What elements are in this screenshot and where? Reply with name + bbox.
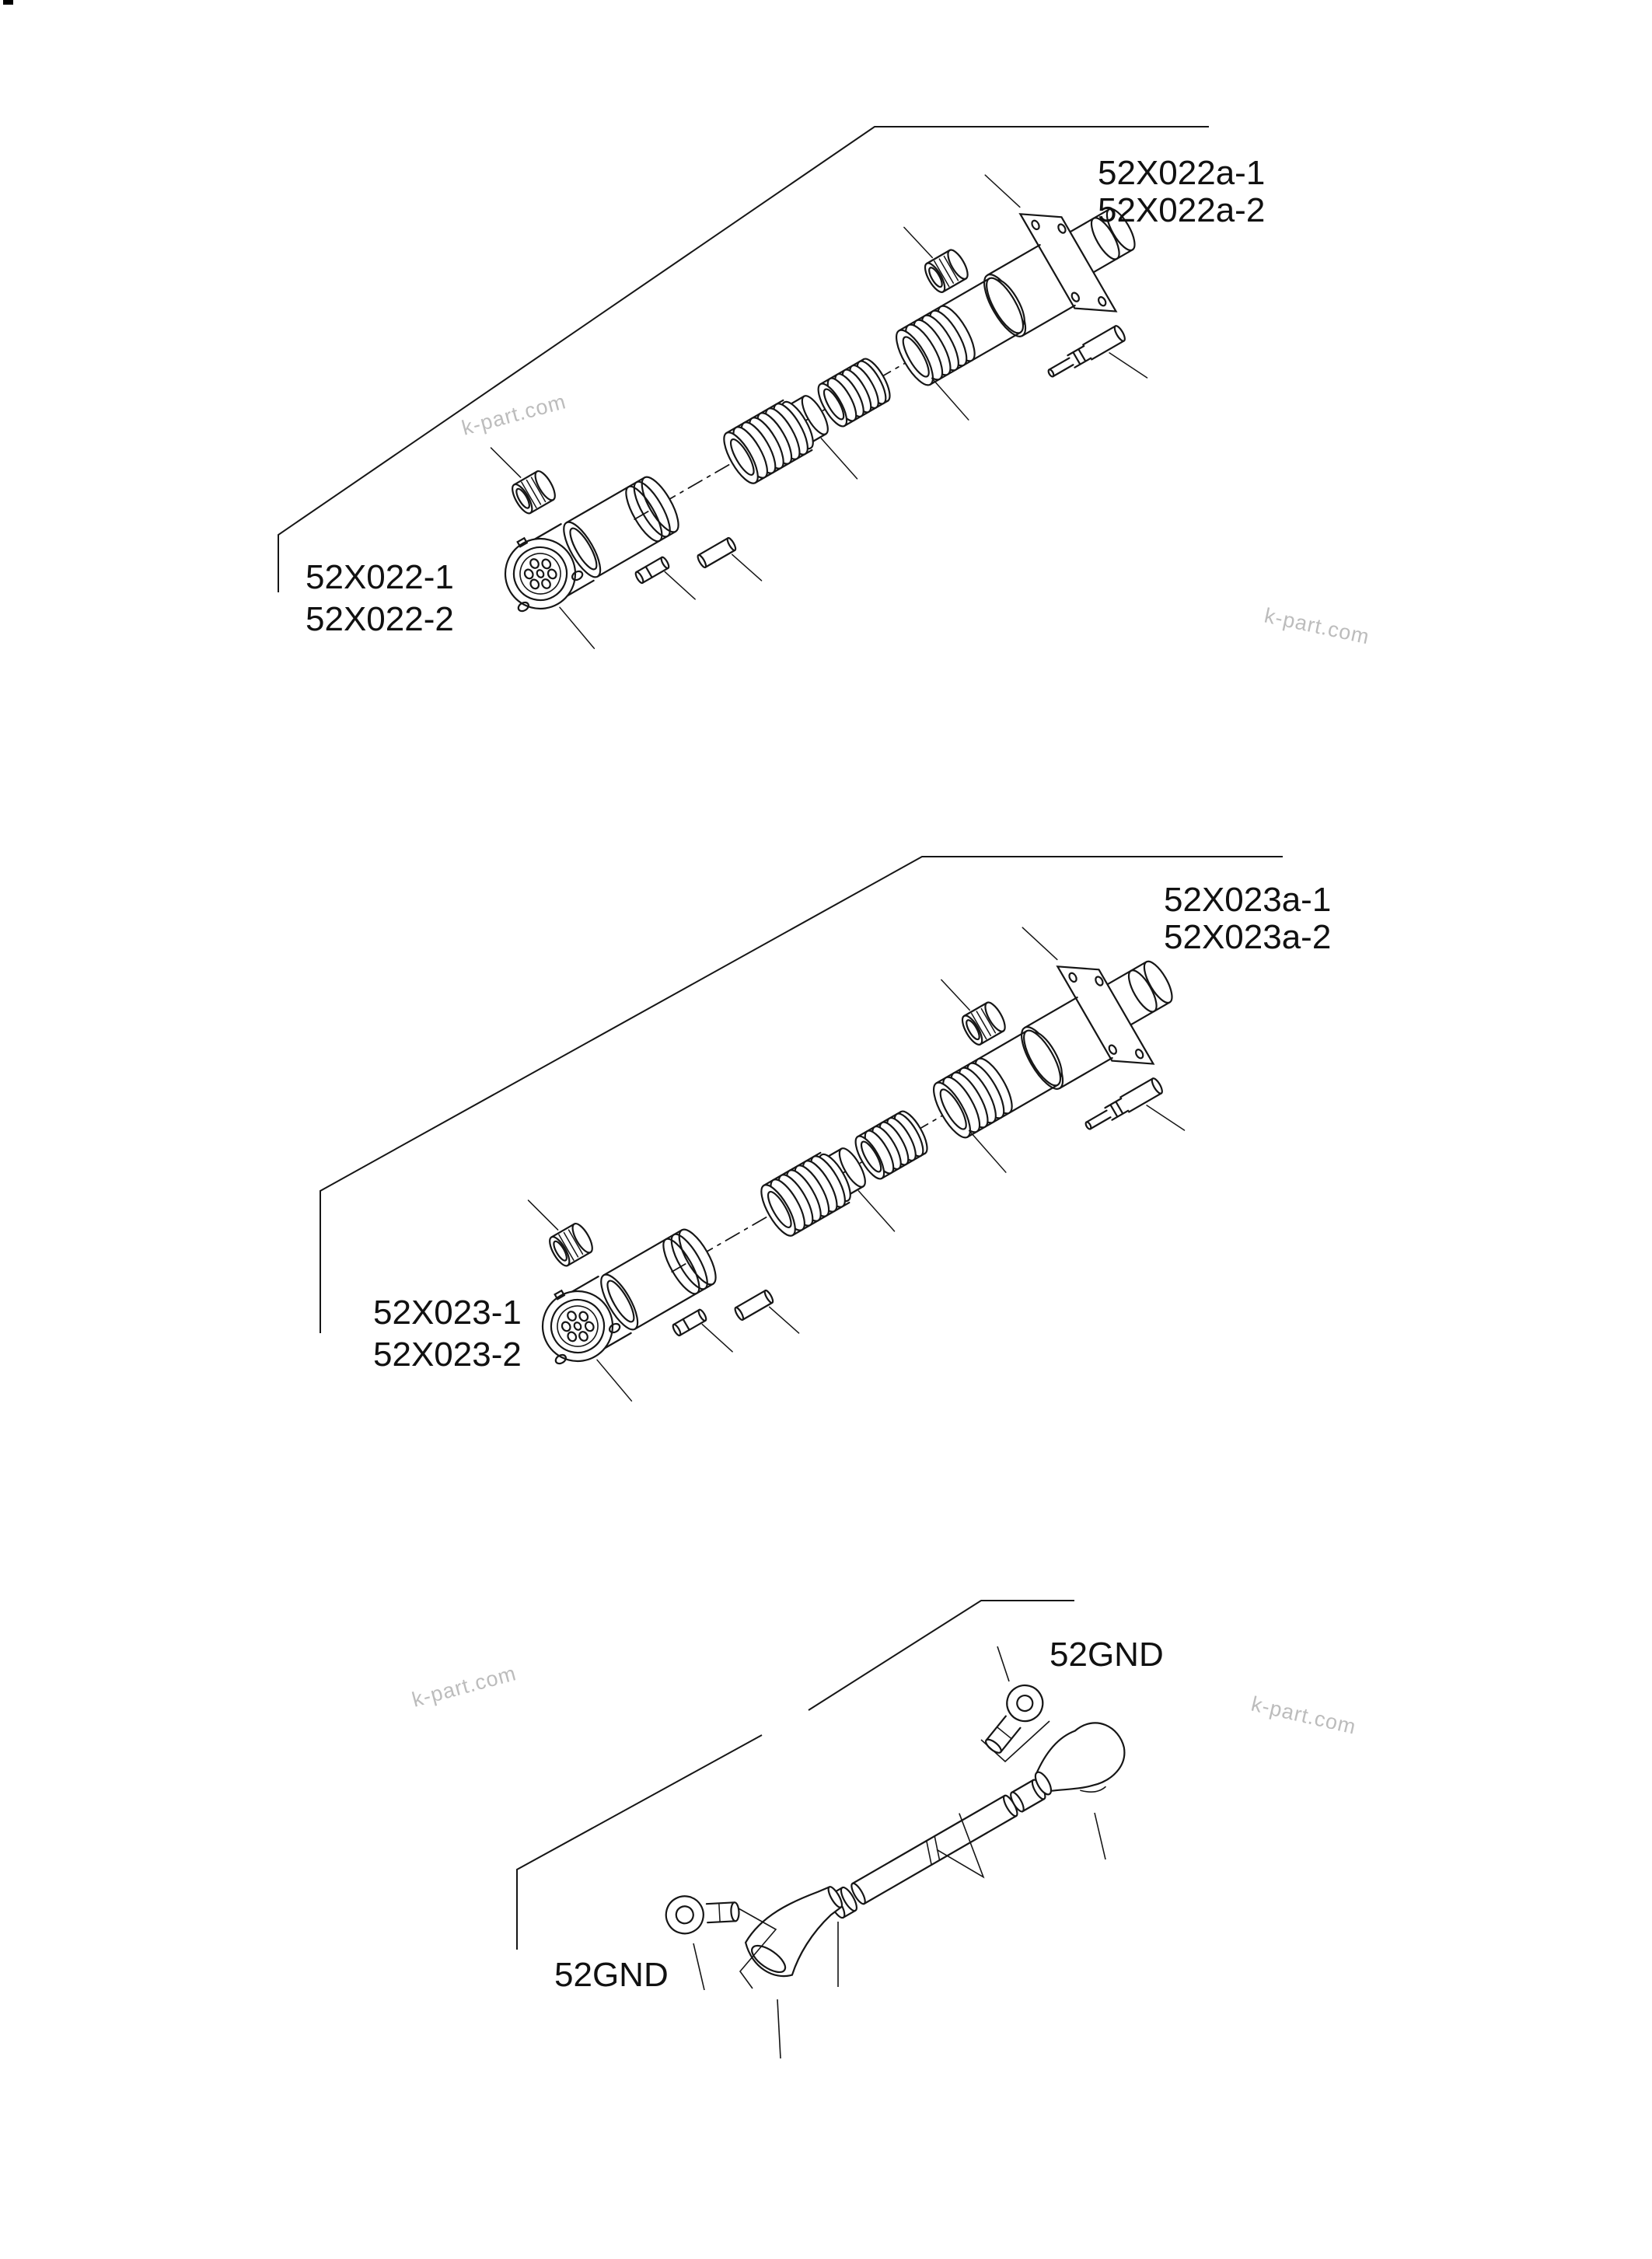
watermark: k-part.com — [1262, 603, 1372, 649]
leader-line — [777, 1999, 781, 2058]
assembly-drawing-52x023 — [479, 869, 1236, 1461]
assembly-drawing-52gnd — [653, 1655, 1146, 2025]
label-52x023a-2: 52X023a-2 — [1164, 918, 1332, 956]
label-52x022a-2: 52X022a-2 — [1098, 191, 1266, 229]
section-52x022 — [278, 117, 1265, 708]
ring-terminal-right — [968, 1679, 1057, 1758]
label-52x023a-1: 52X023a-1 — [1164, 881, 1332, 919]
break-mark — [920, 1836, 946, 1865]
label-52x023-2: 52X023-2 — [373, 1335, 522, 1374]
bracket-52x023 — [320, 857, 1283, 1333]
bracket-52gnd-bottom — [517, 1735, 762, 1950]
label-52x022-1: 52X022-1 — [306, 558, 454, 596]
leader-line — [997, 1646, 1009, 1681]
leader-line — [693, 1943, 704, 1990]
label-52x022a-1: 52X022a-1 — [1098, 154, 1266, 192]
watermark: k-part.com — [459, 389, 569, 440]
ring-terminal-left — [659, 1873, 747, 1953]
watermark: k-part.com — [1249, 1692, 1359, 1739]
watermark: k-part.com — [409, 1661, 519, 1712]
label-52x023-1: 52X023-1 — [373, 1294, 522, 1332]
leader-line — [1095, 1813, 1105, 1859]
label-52gnd-bottom: 52GND — [554, 1956, 669, 1994]
corner-artifact — [3, 0, 13, 5]
bracket-52x022 — [278, 127, 1209, 592]
label-52gnd-top: 52GND — [1050, 1636, 1164, 1674]
ground-cable-tube — [823, 1788, 1038, 1950]
label-52x022-2: 52X022-2 — [306, 600, 454, 638]
gnd-annotations — [693, 1646, 1105, 2058]
break-flag — [927, 1814, 994, 1890]
section-52x023 — [320, 857, 1331, 1460]
section-52gnd — [517, 1601, 1164, 2058]
